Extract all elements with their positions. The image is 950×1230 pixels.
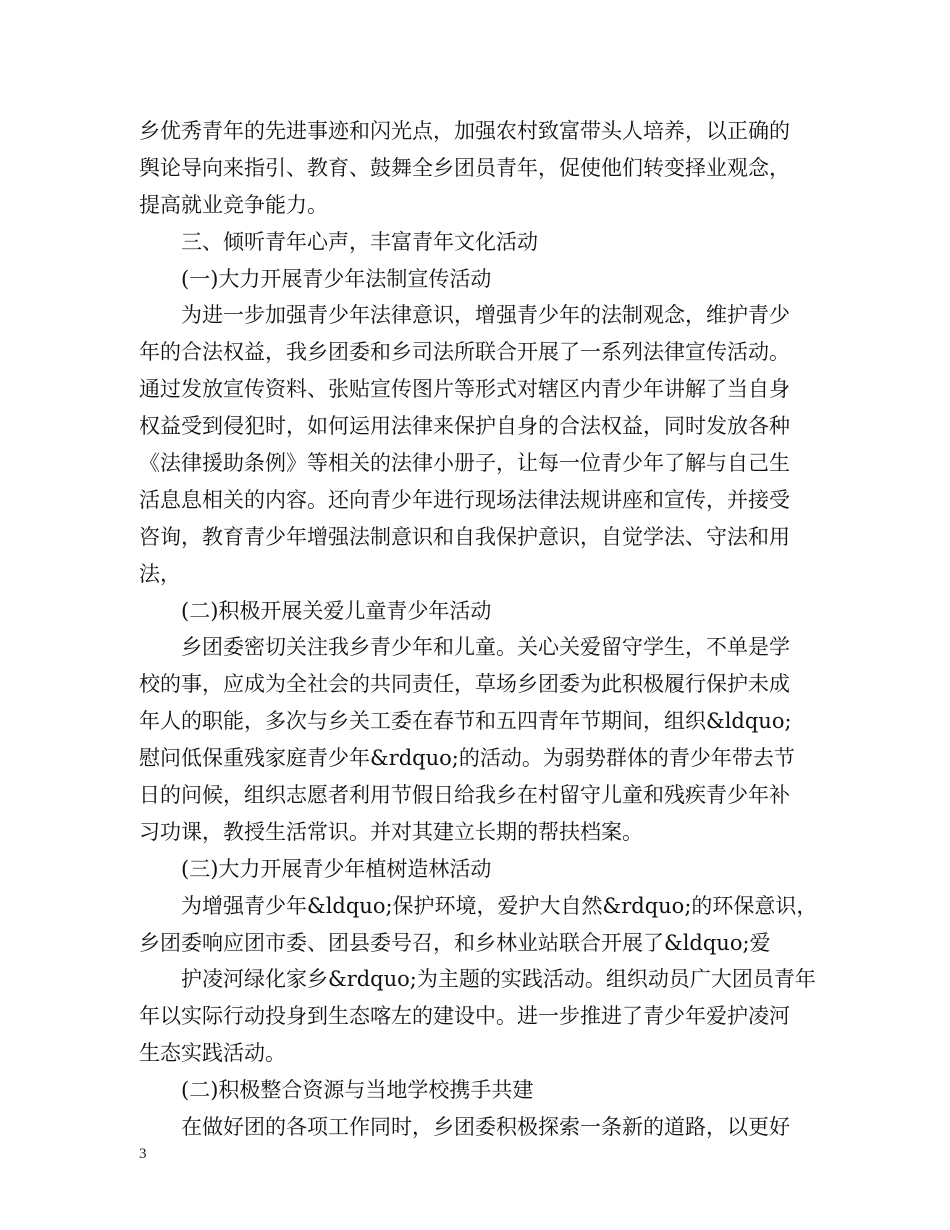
text-line: (二)积极开展关爱儿童青少年活动 xyxy=(181,598,492,623)
text-line: 生态实践活动。 xyxy=(139,1041,286,1066)
text-line: 日的问候，组织志愿者利用节假日给我乡在村留守儿童和残疾青少年补 xyxy=(139,783,790,808)
text-line: 年的合法权益，我乡团委和乡司法所联合开展了一系列法律宣传活动。 xyxy=(139,340,790,365)
text-line: 为增强青少年&ldquo;保护环境，爱护大自然&rdquo;的环保意识， xyxy=(181,893,818,918)
text-line: 年以实际行动投身到生态喀左的建设中。进一步推进了青少年爱护凌河 xyxy=(139,1004,790,1029)
text-line: (一)大力开展青少年法制宣传活动 xyxy=(181,266,492,291)
text-line: 通过发放宣传资料、张贴宣传图片等形式对辖区内青少年讲解了当自身 xyxy=(139,377,790,402)
text-line: 校的事，应成为全社会的共同责任，草场乡团委为此积极履行保护未成 xyxy=(139,672,790,697)
text-line: 乡优秀青年的先进事迹和闪光点，加强农村致富带头人培养，以正确的 xyxy=(139,119,790,143)
text-line: 提高就业竞争能力。 xyxy=(139,192,328,217)
text-line: 为进一步加强青少年法律意识，增强青少年的法制观念，维护青少 xyxy=(181,303,790,328)
body-text xyxy=(139,113,829,1146)
page-number: 3 xyxy=(139,1146,147,1162)
text-line: 年人的职能，多次与乡关工委在春节和五四青年节期间，组织&ldquo; xyxy=(139,709,792,734)
text-line: 咨询，教育青少年增强法制意识和自我保护意识，自觉学法、守法和用 xyxy=(139,524,790,549)
text-line: 三、倾听青年心声，丰富青年文化活动 xyxy=(181,229,538,254)
text-line: 乡团委响应团市委、团县委号召，和乡林业站联合开展了&ldquo;爱 xyxy=(139,930,771,955)
text-line: (三)大力开展青少年植树造林活动 xyxy=(181,856,492,881)
text-line: 活息息相关的内容。还向青少年进行现场法律法规讲座和宣传，并接受 xyxy=(139,487,790,512)
text-line: 乡团委密切关注我乡青少年和儿童。关心关爱留守学生，不单是学 xyxy=(181,635,790,660)
text-line: 慰问低保重残家庭青少年&rdquo;的活动。为弱势群体的青少年带去节 xyxy=(139,746,795,771)
text-line: 舆论导向来指引、教育、鼓舞全乡团员青年，促使他们转变择业观念， xyxy=(139,155,790,180)
text-line: 在做好团的各项工作同时，乡团委积极探索一条新的道路，以更好 xyxy=(181,1115,790,1140)
text-line: (二)积极整合资源与当地学校携手共建 xyxy=(181,1078,534,1103)
text-line: 护凌河绿化家乡&rdquo;为主题的实践活动。组织动员广大团员青年 xyxy=(181,967,816,992)
text-line: 《法律援助条例》等相关的法律小册子，让每一位青少年了解与自己生 xyxy=(139,451,790,476)
text-line: 法， xyxy=(139,561,181,586)
text-line: 权益受到侵犯时，如何运用法律来保护自身的合法权益，同时发放各种 xyxy=(139,414,790,439)
text-line: 习功课，教授生活常识。并对其建立长期的帮扶档案。 xyxy=(139,819,643,844)
